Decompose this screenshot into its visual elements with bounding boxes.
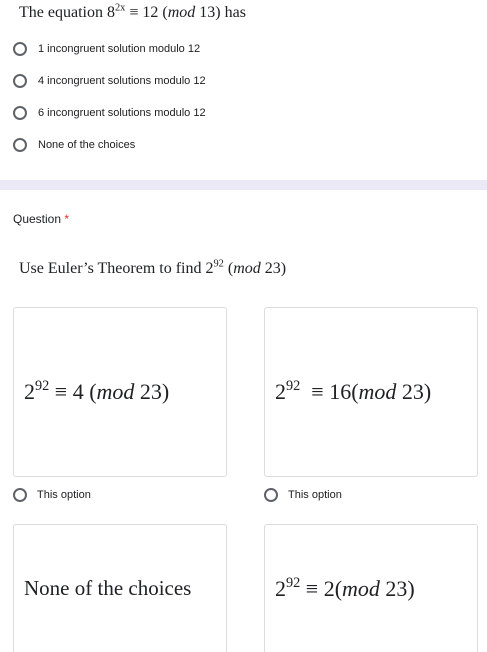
radio-button[interactable] xyxy=(13,42,27,56)
radio-button[interactable] xyxy=(13,74,27,88)
choice-card-3[interactable] xyxy=(13,524,227,652)
choice-text: None of the choices xyxy=(24,576,192,600)
choice-card-1[interactable] xyxy=(13,307,227,477)
question-1-title: The equation $8^{2x} \equiv 12$ (mod 13) has xyxy=(19,2,246,21)
choice-text: $2^{92} \equiv 4$ (mod 23) xyxy=(24,378,170,404)
choice-text: $2^{92} \equiv 16(mod$ 23) xyxy=(275,378,432,404)
section-divider xyxy=(0,180,487,190)
option-label: 1 incongruent solution modulo 12 xyxy=(38,43,201,55)
option-1[interactable] xyxy=(13,39,200,59)
option-label: None of the choices xyxy=(38,139,136,151)
option-label: 6 incongruent solutions modulo 12 xyxy=(38,107,206,119)
choice-text: $2^{92} \equiv 2(mod$ 23) xyxy=(275,574,415,601)
option-label: This option xyxy=(288,489,342,501)
required-mark: * xyxy=(64,212,70,226)
question-2-title: Use Euler’s Theorem to find $2^{92}$ (mod 23) xyxy=(19,258,287,277)
option-2[interactable] xyxy=(13,71,206,91)
option-label: 4 incongruent solutions modulo 12 xyxy=(38,75,206,87)
option-4[interactable] xyxy=(13,135,135,155)
option-3[interactable] xyxy=(13,103,206,123)
choice-card-2[interactable] xyxy=(264,307,478,477)
choice-1-radio-option[interactable] xyxy=(13,485,91,505)
question-2-label: Question * xyxy=(13,212,70,226)
option-label: This option xyxy=(37,489,91,501)
choice-2-radio-option[interactable] xyxy=(264,485,342,505)
choice-card-4[interactable] xyxy=(264,524,478,652)
radio-button[interactable] xyxy=(13,488,27,502)
radio-button[interactable] xyxy=(264,488,278,502)
radio-button[interactable] xyxy=(13,106,27,120)
radio-button[interactable] xyxy=(13,138,27,152)
